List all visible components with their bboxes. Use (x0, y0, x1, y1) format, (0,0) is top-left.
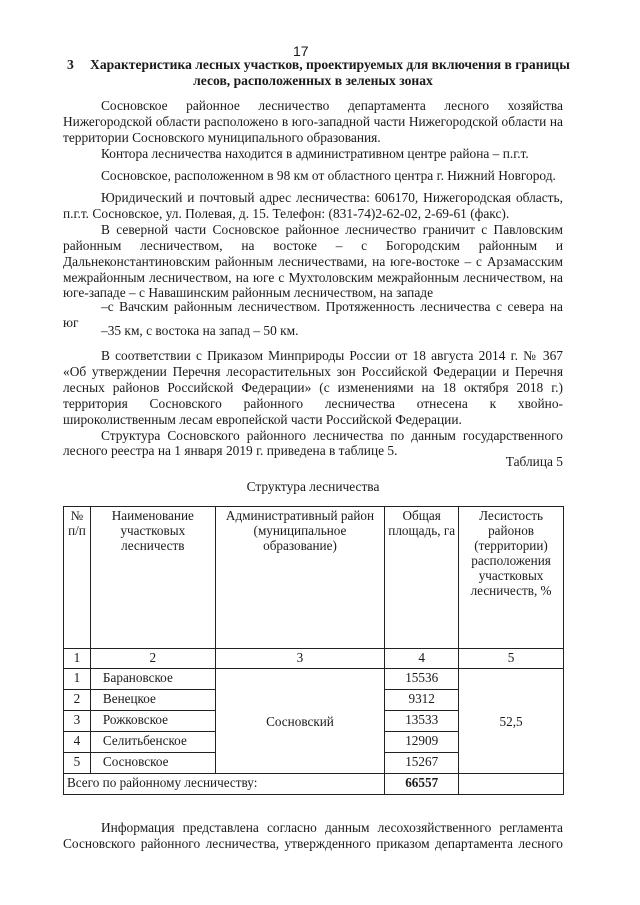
column-number: 3 (215, 649, 385, 669)
district-cell: Сосновский (215, 669, 385, 774)
forestry-name: Барановское (90, 669, 215, 690)
body-text-block-5 (63, 323, 563, 339)
row-number: 3 (64, 711, 91, 732)
column-number: 5 (459, 649, 564, 669)
header-cell: Лесистость районов (территории) расположения участковых лесничеств, % (459, 507, 564, 649)
header-cell: Административный район (муниципальное образование) (215, 507, 385, 649)
paragraph: В соответствии с Приказом Минприроды России от 18 августа 2014 г. № 367 «Об утверждении Перечня лесорастительных зон Российской Федерации и Перечня лесных районов Российской Федерации» (с изменениями на 18 октября 2018 г.) территория Сосновского районного лесничества отнесена к хвойно- широколиственным лесам европейской части Российской Федерации. (63, 348, 563, 427)
total-area: 66557 (385, 774, 459, 795)
column-number: 1 (64, 649, 91, 669)
forestry-structure-table (63, 506, 564, 795)
body-text-block-6 (63, 348, 563, 459)
row-number: 1 (64, 669, 91, 690)
body-text-block-7 (63, 820, 563, 852)
section-title-line2: лесов, расположенных в зеленых зонах (193, 72, 433, 88)
table-header-row (64, 507, 564, 649)
page-number: 17 (293, 43, 309, 59)
body-text-block-2 (63, 168, 563, 184)
paragraph: В северной части Сосновское районное лесничество граничит с Павловским районным лесничеством, на востоке – с Богородским районным и Дальнеконстантиновским районным лесничествами, на юге-востоке – с Арзамасским межрайонным лесничеством, на юге с Мухтоловским межрайонным лесничеством, на юге-западе – с Навашинским районным лесничеством, на западе (63, 221, 563, 301)
section-title-line1: Характеристика лесных участков, проектируемых для включения в границы (90, 57, 570, 72)
paragraph: –с Вачским районным лесничеством. Протяженность лесничества с севера на юг (63, 299, 563, 330)
table-caption: Структура лесничества (246, 479, 380, 494)
column-number-row (64, 649, 564, 669)
area-cell: 13533 (385, 711, 459, 732)
paragraph: Контора лесничества находится в административном центре района – п.г.т. (101, 145, 529, 161)
forestry-name: Венецкое (90, 690, 215, 711)
header-cell: Наименование участковых лесничеств (90, 507, 215, 649)
empty-cell (459, 774, 564, 795)
forestry-name: Сосновское (90, 753, 215, 774)
area-cell: 9312 (385, 690, 459, 711)
forestry-name: Селитьбенское (90, 732, 215, 753)
body-text-block-1 (63, 98, 563, 162)
table-total-row (64, 774, 564, 795)
area-cell: 15536 (385, 669, 459, 690)
area-cell: 15267 (385, 753, 459, 774)
total-label: Всего по районному лесничеству: (64, 774, 385, 795)
paragraph: Сосновское районное лесничество департамента лесного хозяйства Нижегородской области расположено в юго-западной части Нижегородской области на территории Сосновского муниципального образования. (63, 98, 563, 145)
row-number: 4 (64, 732, 91, 753)
table-row (64, 669, 564, 690)
paragraph: Юридический и почтовый адрес лесничества: 606170, Нижегородская область, п.г.т. Сосновское, ул. Полевая, д. 15. Телефон: (831-74)2-62-02, 2-69-61 (факс). (63, 190, 563, 221)
body-text-block-3 (63, 190, 563, 301)
row-number: 5 (64, 753, 91, 774)
table-label: Таблица 5 (505, 454, 563, 469)
section-number: 3 (67, 57, 74, 72)
row-number: 2 (64, 690, 91, 711)
column-number: 2 (90, 649, 215, 669)
paragraph: Сосновское, расположенном в 98 км от областного центра г. Нижний Новгород. (101, 168, 556, 183)
header-cell: Общая площадь, га (385, 507, 459, 649)
column-number: 4 (385, 649, 459, 669)
paragraph: Структура Сосновского районного лесничества по данным государственного лесного реестра на 1 января 2019 г. приведена в таблице 5. (63, 427, 563, 459)
header-cell: № п/п (64, 507, 91, 649)
paragraph: Информация представлена согласно данным лесохозяйственного регламента Сосновского районного лесничества, утвержденного приказом департамента лесного (63, 820, 563, 851)
paragraph: –35 км, с востока на запад – 50 км. (101, 323, 299, 338)
forest-cover-cell: 52,5 (459, 669, 564, 774)
area-cell: 12909 (385, 732, 459, 753)
forestry-name: Рожковское (90, 711, 215, 732)
